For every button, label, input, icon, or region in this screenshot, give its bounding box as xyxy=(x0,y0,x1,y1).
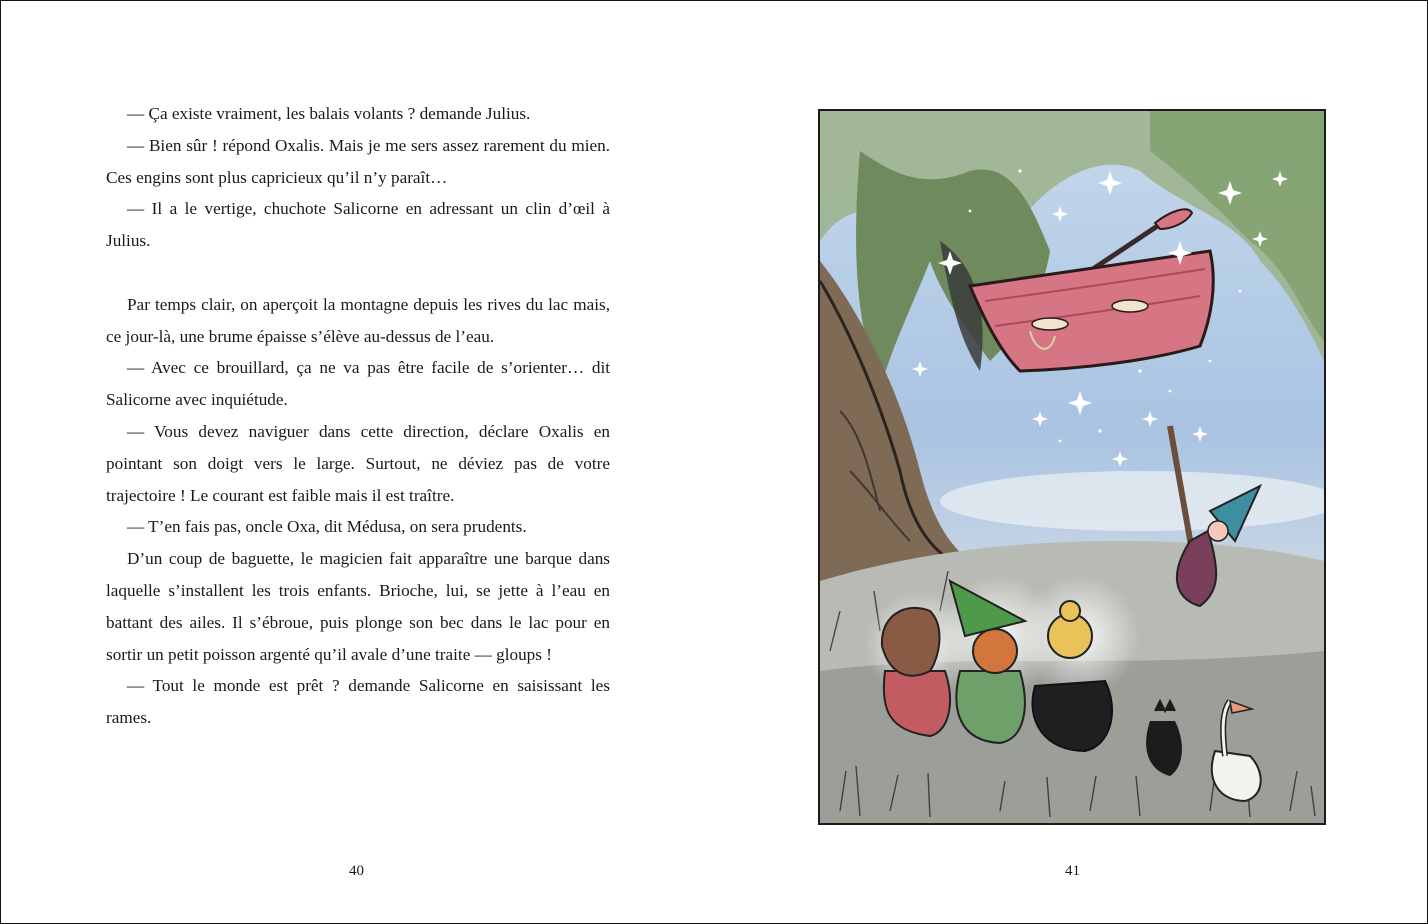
paragraph: — T’en fais pas, oncle Oxa, dit Médusa, on sera prudents. xyxy=(127,517,527,537)
boat-fish-emblem xyxy=(1112,300,1148,312)
left-page-text xyxy=(106,98,610,734)
boat-fish-emblem xyxy=(1032,318,1068,330)
paragraph: D’un coup de baguette, le magicien fait apparaître une barque dans laquelle s’installent les trois enfants. Brioche, lui, se jette à l’eau en battant des ailes. Il s’ébroue, puis plonge son bec dans le lac pour en sortir un petit poisson argenté qu’il avale d’une traite — gloups ! xyxy=(106,549,610,664)
paragraph-spacer xyxy=(106,257,610,289)
page-number-right: 41 xyxy=(1065,863,1080,879)
paragraph: — Bien sûr ! répond Oxalis. Mais je me sers assez rarement du mien. Ces engins sont plus capricieux qu’il n’y paraît… xyxy=(106,135,610,187)
lake-mist xyxy=(940,471,1324,531)
page-number-left: 40 xyxy=(349,863,364,879)
paragraph: — Ça existe vraiment, les balais volants ? demande Julius. xyxy=(127,104,531,123)
paragraph: — Avec ce brouillard, ça ne va pas être facile de s’orienter… dit Salicorne avec inquiétude. xyxy=(106,358,610,410)
paragraph: — Il a le vertige, chuchote Salicorne en adressant un clin d’œil à Julius. xyxy=(106,199,610,251)
illustration-svg xyxy=(820,111,1324,823)
paragraph: — Tout le monde est prêt ? demande Salicorne en saisissant les rames. xyxy=(106,676,610,728)
children-group xyxy=(865,576,1140,751)
paragraph: Par temps clair, on aperçoit la montagne depuis les rives du lac mais, ce jour-là, une brume épaisse s’élève au-dessus de l’eau. xyxy=(106,294,610,346)
illustration-flying-boat xyxy=(818,109,1326,825)
paragraph: — Vous devez naviguer dans cette direction, déclare Oxalis en pointant son doigt vers le large. Surtout, ne déviez pas de votre trajectoire ! Le courant est faible mais il est traître. xyxy=(106,421,610,505)
